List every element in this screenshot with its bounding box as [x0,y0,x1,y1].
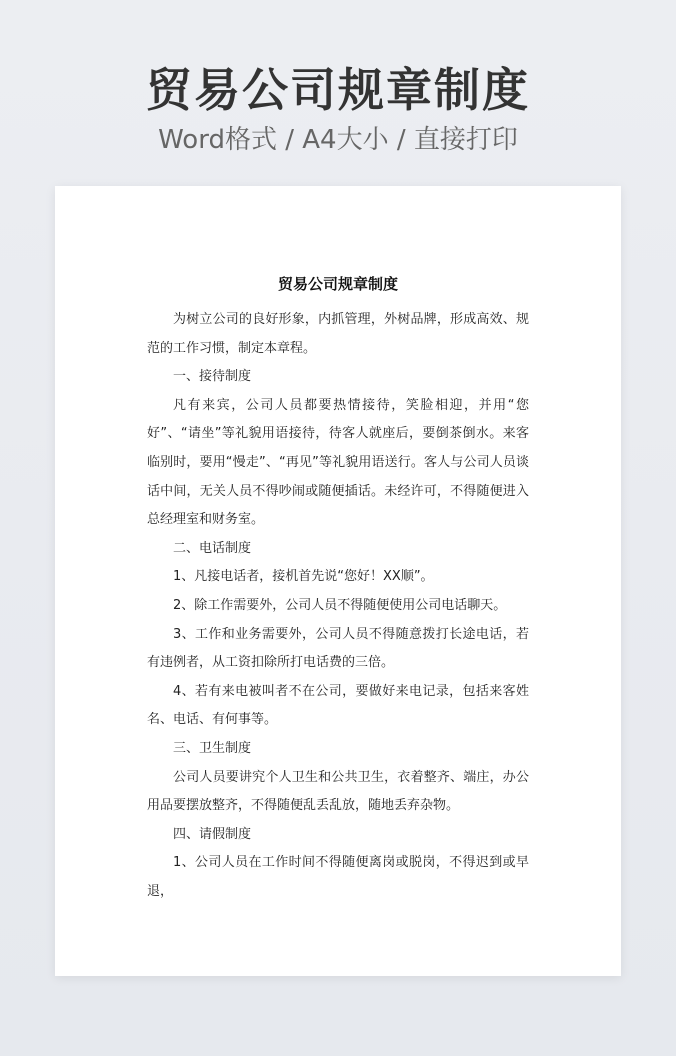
document-body [92,272,584,906]
document-paragraph: 凡有来宾，公司人员都要热情接待，笑脸相迎，并用“您好”、“请坐”等礼貌用语接待，待客人就座后，要倒茶倒水。来客临别时，要用“慢走”、“再见”等礼貌用语送行。客人与公司人员谈话中间，无关人员不得吵闹或随便插话。未经许可，不得随便进入总经理室和财务室。 [147,397,529,528]
document-paragraph: 3、工作和业务需要外，公司人员不得随意拨打长途电话，若有违例者，从工资扣除所打电话费的三倍。 [147,626,529,671]
document-title: 贸易公司规章制度 [277,275,398,293]
banner-subtitle: Word格式 / A4大小 / 直接打印 [158,125,518,155]
document-paragraph: 四、请假制度 [173,826,252,842]
banner-header [0,60,676,158]
document-paragraph: 1、凡接电话者，接机首先说“您好！XX顺”。 [173,569,434,585]
document-paragraph: 一、接待制度 [173,369,252,385]
document-paragraph: 公司人员要讲究个人卫生和公共卫生，衣着整齐、端庄，办公用品要摆放整齐，不得随便乱丢乱放，随地丢弃杂物。 [147,769,529,814]
document-paragraph: 二、电话制度 [173,540,252,556]
document-paragraph: 4、若有来电被叫者不在公司，要做好来电记录，包括来客姓名、电话、有何事等。 [147,683,529,728]
paragraph-list [92,306,584,906]
banner-title: 贸易公司规章制度 [146,63,530,117]
document-paragraph: 三、卫生制度 [173,740,252,756]
document-paragraph: 1、公司人员在工作时间不得随便离岗或脱岗，不得迟到或早退， [147,855,529,899]
document-paragraph: 为树立公司的良好形象，内抓管理，外树品牌，形成高效、规范的工作习惯，制定本章程。 [147,312,529,356]
document-paragraph: 2、除工作需要外，公司人员不得随便使用公司电话聊天。 [173,597,507,613]
